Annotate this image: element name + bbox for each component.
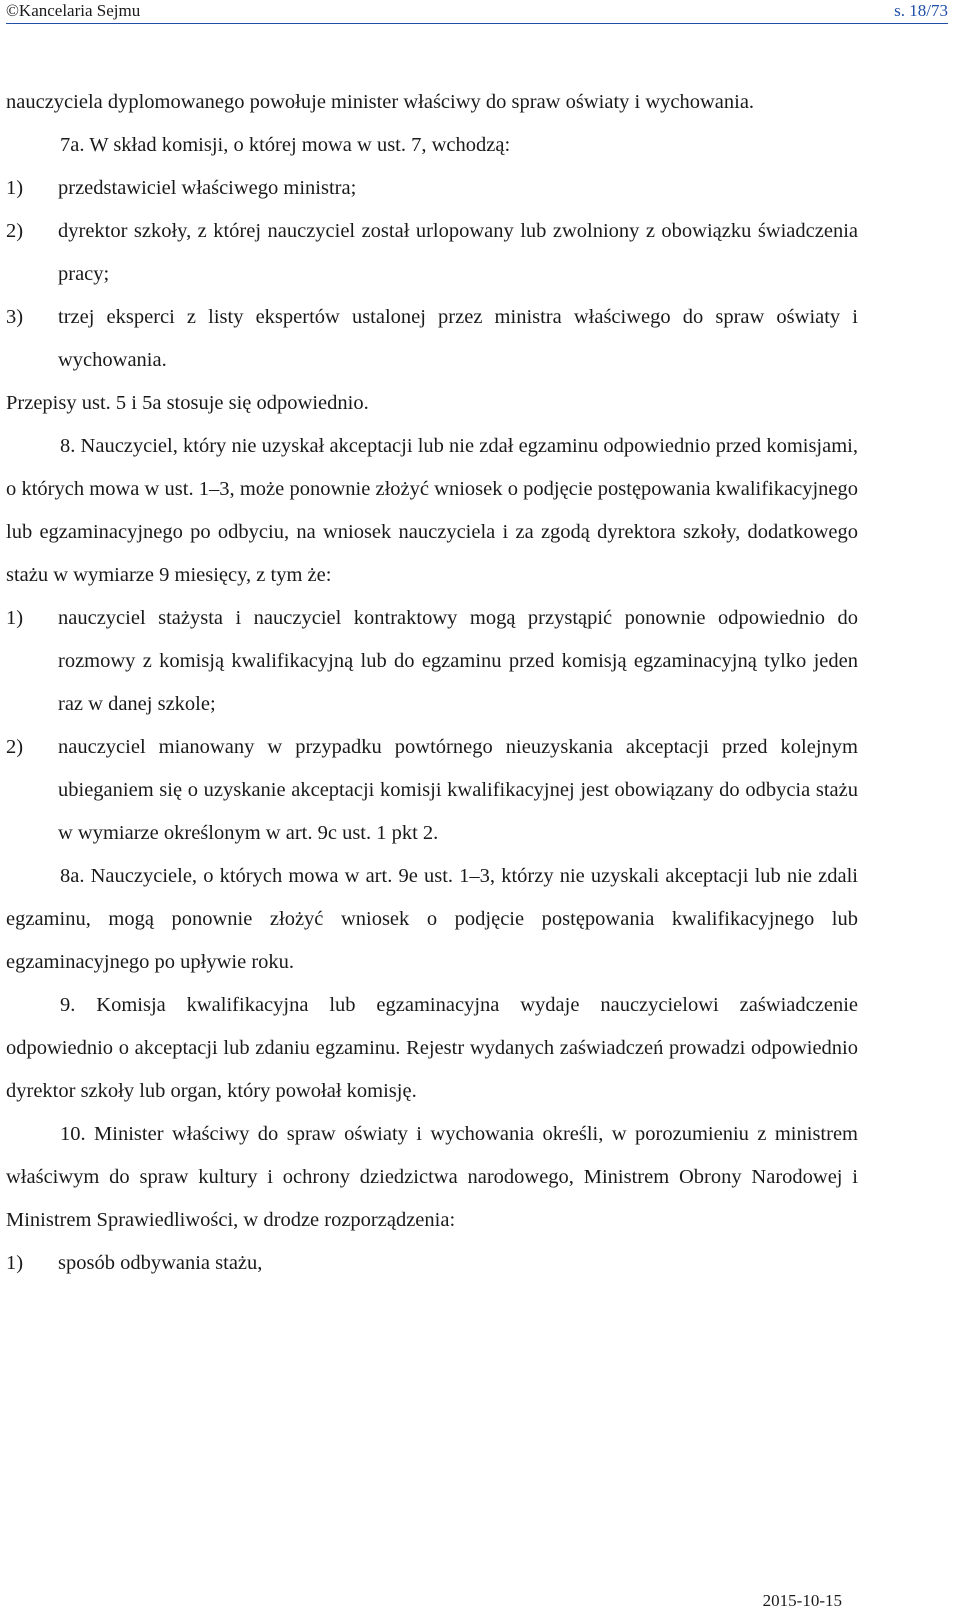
document-body	[6, 81, 858, 1285]
paragraph-10: 10. Minister właściwy do spraw oświaty i wychowania określi, w porozumieniu z ministrem właściwym do spraw kultury i ochrony dziedzictwa narodowego, Ministrem Obrony Narodowej i Ministrem Sprawiedliwości, w drodze rozporządzenia:	[6, 1123, 858, 1231]
list-item	[6, 597, 858, 726]
list-item	[6, 167, 858, 210]
list-item	[6, 1242, 858, 1285]
list-item-text: przedstawiciel właściwego ministra;	[58, 177, 357, 199]
list-item-number: 2)	[6, 736, 24, 758]
paragraph-closing: Przepisy ust. 5 i 5a stosuje się odpowiednio.	[6, 392, 369, 414]
paragraph-8: 8. Nauczyciel, który nie uzyskał akceptacji lub nie zdał egzaminu odpowiednio przed komisjami, o których mowa w ust. 1–3, może ponownie złożyć wniosek o podjęcie postępowania kwalifikacyjnego lub egzaminacyjnego po odbyciu, na wniosek nauczyciela i za zgodą dyrektora szkoły, dodatkowego stażu w wymiarze 9 miesięcy, z tym że:	[6, 435, 858, 586]
list-item-number: 1)	[6, 1252, 24, 1274]
page-footer-date: 2015-10-15	[762, 1591, 842, 1610]
page-header	[0, 0, 960, 24]
list-item-number: 2)	[6, 220, 24, 242]
list-item-number: 1)	[6, 177, 24, 199]
list-item	[6, 210, 858, 296]
list-item-text: sposób odbywania stażu,	[58, 1252, 263, 1274]
list-item	[6, 726, 858, 855]
paragraph-9: 9. Komisja kwalifikacyjna lub egzaminacyjna wydaje nauczycielowi zaświadczenie odpowiednio o akceptacji lub zdaniu egzaminu. Rejestr wydanych zaświadczeń prowadzi odpowiednio dyrektor szkoły lub organ, który powołał komisję.	[6, 994, 858, 1102]
list-item-number: 3)	[6, 306, 24, 328]
paragraph-continuation: nauczyciela dyplomowanego powołuje minister właściwy do spraw oświaty i wychowania.	[6, 91, 755, 113]
list-item-text: trzej eksperci z listy ekspertów ustalonej przez ministra właściwego do spraw oświaty i wychowania.	[58, 306, 858, 371]
paragraph-7a: 7a. W skład komisji, o której mowa w ust. 7, wchodzą:	[60, 134, 511, 156]
list-item-text: nauczyciel mianowany w przypadku powtórnego nieuzyskania akceptacji przed kolejnym ubieganiem się o uzyskanie akceptacji komisji kwalifikacyjnej jest obowiązany do odbycia stażu w wymiarze określonym w art. 9c ust. 1 pkt 2.	[58, 736, 858, 844]
list-item-text: nauczyciel stażysta i nauczyciel kontraktowy mogą przystąpić ponownie odpowiednio do rozmowy z komisją kwalifikacyjną lub do egzaminu przed komisją egzaminacyjną tylko jeden raz w danej szkole;	[58, 607, 858, 715]
list-item-number: 1)	[6, 607, 24, 629]
paragraph-8a: 8a. Nauczyciele, o których mowa w art. 9e ust. 1–3, którzy nie uzyskali akceptacji lub nie zdali egzaminu, mogą ponownie złożyć wniosek o podjęcie postępowania kwalifikacyjnego lub egzaminacyjnego po upływie roku.	[6, 865, 858, 973]
list-item	[6, 296, 858, 382]
copyright-label: ©Kancelaria Sejmu	[6, 1, 141, 20]
page-number: s. 18/73	[894, 1, 948, 20]
list-item-text: dyrektor szkoły, z której nauczyciel został urlopowany lub zwolniony z obowiązku świadczenia pracy;	[58, 220, 858, 285]
header-divider	[6, 23, 948, 24]
